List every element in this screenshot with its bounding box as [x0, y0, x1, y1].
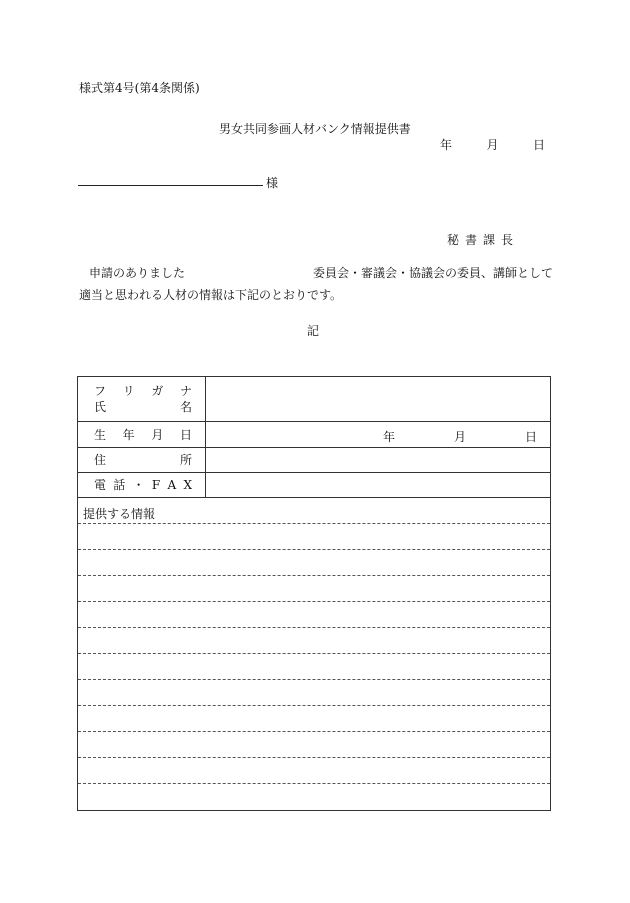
phone-fax-row	[78, 473, 550, 498]
document-title: 男女共同参画人材バンク情報提供書	[219, 122, 411, 136]
label-char: ナ	[179, 384, 192, 398]
label-char: ・	[132, 478, 145, 492]
info-line[interactable]	[78, 758, 550, 784]
label-char: ガ	[151, 384, 164, 398]
label-char: X	[183, 478, 192, 492]
label-char: 電	[94, 478, 107, 492]
sender-char: 書	[464, 233, 477, 247]
label-char: 年	[122, 427, 135, 442]
address-label-cell	[78, 448, 206, 472]
body-text-part-a: 申請のありました	[89, 266, 186, 280]
birthdate-field[interactable]	[206, 422, 550, 447]
birth-day-char: 日	[524, 430, 537, 444]
body-text-part-b: 委員会・審議会・協議会の委員、講師として	[313, 266, 554, 280]
info-line[interactable]	[78, 628, 550, 654]
label-char: 住	[94, 453, 107, 467]
info-line[interactable]	[78, 524, 550, 550]
body-text-line-1	[89, 266, 553, 280]
info-line[interactable]	[78, 706, 550, 732]
label-char: 所	[179, 453, 192, 467]
date-month-char: 月	[486, 138, 499, 152]
birthdate-label	[94, 427, 192, 443]
birth-year-char: 年	[383, 430, 396, 444]
form-number: 様式第4号(第4条関係)	[79, 81, 200, 95]
info-line[interactable]	[78, 602, 550, 628]
phone-fax-label-cell	[78, 473, 206, 497]
info-form-table	[77, 376, 551, 811]
birthdate-row	[78, 422, 550, 448]
info-line[interactable]	[78, 680, 550, 706]
ki-marker: 記	[307, 324, 320, 338]
address-row	[78, 448, 550, 473]
sender-char: 秘	[447, 233, 460, 247]
body-text-line-2: 適当と思われる人材の情報は下記のとおりです。	[79, 288, 343, 302]
recipient-underline	[78, 185, 263, 186]
phone-fax-field[interactable]	[206, 473, 550, 497]
birthdate-units	[383, 428, 537, 445]
sender	[447, 233, 513, 247]
label-char: 氏	[94, 400, 107, 414]
date-day-char: 日	[532, 138, 545, 152]
label-char: 話	[113, 478, 126, 492]
phone-fax-label	[94, 477, 192, 493]
name-label	[94, 399, 192, 415]
issue-date	[440, 138, 545, 152]
birth-month-char: 月	[453, 430, 466, 444]
label-char: 月	[151, 427, 164, 442]
label-char: 日	[179, 427, 192, 442]
info-line[interactable]	[78, 784, 550, 810]
name-field[interactable]	[206, 377, 550, 421]
label-char: 名	[179, 400, 192, 414]
name-label-cell	[78, 377, 206, 421]
sender-char: 課	[482, 233, 495, 247]
name-row	[78, 377, 550, 422]
address-label	[94, 452, 192, 468]
birthdate-label-cell	[78, 422, 206, 447]
label-char: フ	[94, 384, 107, 398]
info-line[interactable]	[78, 732, 550, 758]
sender-char: 長	[500, 233, 513, 247]
furigana-label	[94, 383, 192, 399]
recipient-suffix: 様	[266, 176, 279, 190]
info-line[interactable]	[78, 550, 550, 576]
date-year-char: 年	[440, 138, 453, 152]
label-char: F	[151, 478, 161, 492]
address-field[interactable]	[206, 448, 550, 472]
info-section-label: 提供する情報	[78, 498, 550, 524]
label-char: 生	[94, 427, 107, 442]
info-line[interactable]	[78, 654, 550, 680]
label-char: リ	[122, 384, 135, 398]
info-line[interactable]	[78, 576, 550, 602]
label-char: A	[167, 478, 177, 492]
